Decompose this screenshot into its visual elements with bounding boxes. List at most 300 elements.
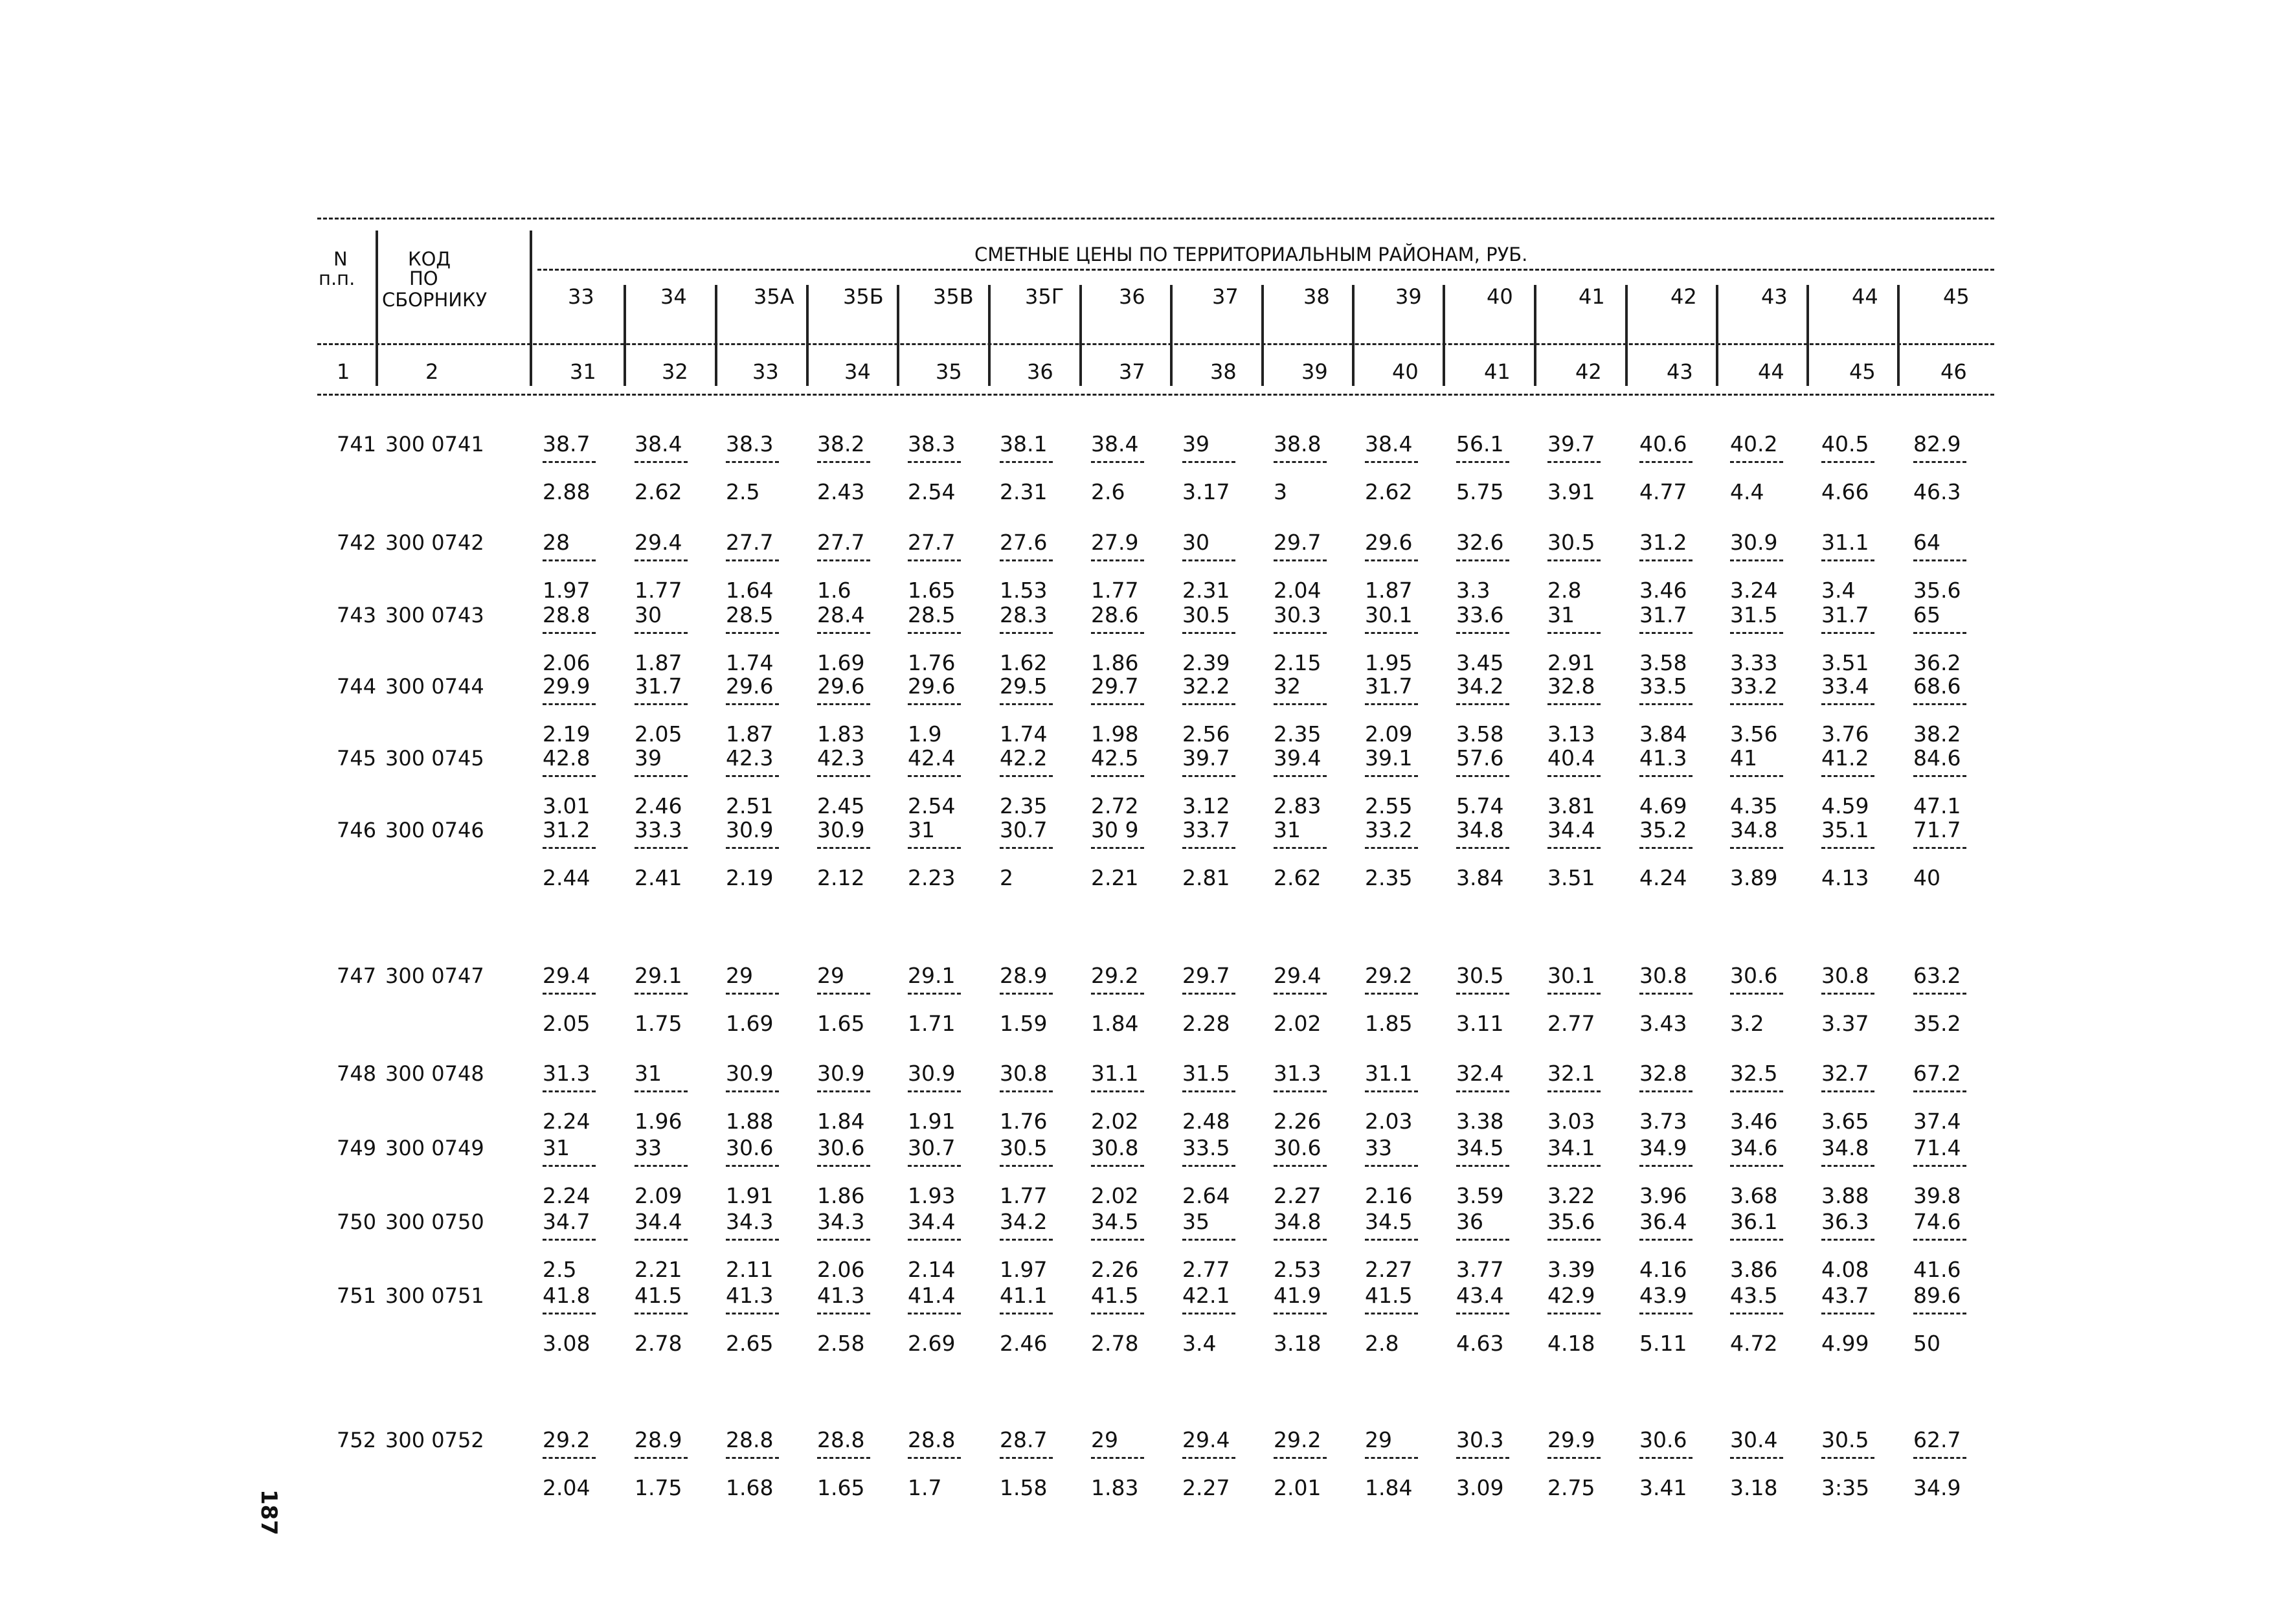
price-cell: [1365, 602, 1446, 675]
price-cell: [1913, 745, 1994, 818]
row-code: 300 0750: [385, 1210, 484, 1234]
price-numerator: 34.2: [1000, 1209, 1048, 1234]
fraction-bar: [1821, 1313, 1874, 1314]
price-denominator: 1.75: [635, 1011, 682, 1036]
price-cell: [1547, 1061, 1628, 1134]
price-denominator: 4.35: [1730, 793, 1778, 818]
price-cell: [635, 431, 715, 504]
price-numerator: 34.3: [726, 1209, 774, 1234]
price-cell: [1365, 1427, 1446, 1500]
price-denominator: 1.77: [1000, 1183, 1048, 1208]
column-number: 2: [425, 359, 439, 384]
price-cell: [1000, 602, 1081, 675]
price-cell: [726, 431, 807, 504]
price-cell: [1730, 431, 1811, 504]
col-separator: [1716, 285, 1718, 386]
price-numerator: 89.6: [1913, 1283, 1961, 1308]
price-cell: [1913, 673, 1994, 747]
price-numerator: 42.3: [726, 745, 774, 771]
price-cell: [1182, 963, 1263, 1036]
price-cell: [1365, 1209, 1446, 1282]
column-number: 37: [1119, 359, 1145, 384]
price-cell: [1821, 1061, 1902, 1134]
price-numerator: 27.7: [908, 530, 956, 555]
price-cell: [1547, 1209, 1628, 1282]
price-numerator: 30.7: [1000, 817, 1048, 842]
fraction-bar: [1821, 847, 1874, 849]
price-numerator: 41.5: [1365, 1283, 1413, 1308]
price-denominator: 3.18: [1274, 1331, 1321, 1356]
price-denominator: 3.33: [1730, 650, 1778, 675]
price-numerator: 34.4: [908, 1209, 956, 1234]
price-cell: [1000, 673, 1081, 747]
price-cell: [726, 1427, 807, 1500]
price-numerator: 29.1: [635, 963, 682, 988]
district-header: 45: [1943, 284, 1970, 309]
price-numerator: 42.1: [1182, 1283, 1230, 1308]
price-cell: [1000, 1283, 1081, 1356]
price-cell: [543, 530, 624, 603]
row-code: 300 0741: [385, 432, 484, 457]
price-denominator: 38.2: [1913, 721, 1961, 747]
price-cell: [543, 673, 624, 747]
price-cell: [1913, 602, 1994, 675]
price-cell: [1091, 745, 1172, 818]
fraction-bar: [1274, 775, 1327, 777]
district-header: 43: [1761, 284, 1788, 309]
fraction-bar: [1091, 1313, 1144, 1314]
fraction-bar: [1456, 559, 1509, 561]
fraction-bar: [1000, 847, 1053, 849]
row-code: 300 0752: [385, 1428, 484, 1452]
price-denominator: 1.83: [817, 721, 865, 747]
fraction-bar: [635, 993, 688, 995]
price-cell: [1456, 817, 1537, 890]
price-cell: [1730, 602, 1811, 675]
fraction-bar: [1547, 1165, 1601, 1167]
price-numerator: 30.5: [1000, 1135, 1048, 1160]
price-denominator: 3.12: [1182, 793, 1230, 818]
price-cell: [1456, 602, 1537, 675]
price-numerator: 33.5: [1182, 1135, 1230, 1160]
price-cell: [1182, 673, 1263, 747]
price-denominator: 1.96: [635, 1109, 682, 1134]
price-denominator: 2.48: [1182, 1109, 1230, 1134]
fraction-bar: [1639, 775, 1693, 777]
price-numerator: 38.3: [908, 431, 956, 457]
fraction-bar: [1639, 1165, 1693, 1167]
price-cell: [1639, 1427, 1720, 1500]
price-cell: [1091, 1135, 1172, 1208]
price-numerator: 30.6: [1730, 963, 1778, 988]
district-header: 33: [568, 284, 594, 309]
price-denominator: 2.35: [1274, 721, 1321, 747]
price-numerator: 33.2: [1365, 817, 1413, 842]
price-cell: [1000, 1209, 1081, 1282]
price-denominator: 2.72: [1091, 793, 1139, 818]
price-cell: [1730, 530, 1811, 603]
price-numerator: 30.5: [1821, 1427, 1869, 1452]
price-denominator: 2.03: [1365, 1109, 1413, 1134]
price-cell: [1365, 745, 1446, 818]
price-numerator: 43.5: [1730, 1283, 1778, 1308]
price-denominator: 5.11: [1639, 1331, 1687, 1356]
price-denominator: 2.51: [726, 793, 774, 818]
fraction-bar: [1365, 1165, 1418, 1167]
fraction-bar: [1913, 1313, 1966, 1314]
fraction-bar: [1000, 775, 1053, 777]
column-number: 41: [1484, 359, 1511, 384]
price-numerator: 30: [1182, 530, 1209, 555]
fraction-bar: [543, 1457, 596, 1459]
price-cell: [1639, 1283, 1720, 1356]
fraction-bar: [635, 559, 688, 561]
price-cell: [1274, 1427, 1355, 1500]
fraction-bar: [1182, 847, 1235, 849]
col-separator: [1443, 285, 1445, 386]
row-number: 751: [337, 1283, 377, 1308]
price-numerator: 33: [635, 1135, 662, 1160]
fraction-bar: [1365, 559, 1418, 561]
row-number: 744: [337, 674, 377, 699]
fraction-bar: [1821, 775, 1874, 777]
fraction-bar: [817, 703, 870, 705]
price-numerator: 41.4: [908, 1283, 956, 1308]
price-numerator: 28.9: [1000, 963, 1048, 988]
table-title: СМЕТНЫЕ ЦЕНЫ ПО ТЕРРИТОРИАЛЬНЫМ РАЙОНАМ, РУБ.: [974, 243, 1528, 265]
price-numerator: 41.5: [635, 1283, 682, 1308]
price-cell: [1274, 1209, 1355, 1282]
price-denominator: 3.4: [1821, 578, 1856, 603]
price-numerator: 27.9: [1091, 530, 1139, 555]
price-cell: [1456, 1283, 1537, 1356]
fraction-bar: [1913, 1457, 1966, 1459]
price-cell: [1821, 1209, 1902, 1282]
price-denominator: 2.78: [1091, 1331, 1139, 1356]
price-denominator: 1.59: [1000, 1011, 1048, 1036]
price-cell: [1913, 1135, 1994, 1208]
price-denominator: 3.59: [1456, 1183, 1504, 1208]
price-numerator: 64: [1913, 530, 1940, 555]
price-cell: [817, 602, 898, 675]
price-numerator: 30.8: [1639, 963, 1687, 988]
price-numerator: 28.5: [908, 602, 956, 627]
price-numerator: 67.2: [1913, 1061, 1961, 1086]
price-denominator: 3.43: [1639, 1011, 1687, 1036]
price-numerator: 42.4: [908, 745, 956, 771]
district-header: 35В: [933, 284, 974, 309]
kod-label: КОД: [408, 248, 451, 270]
price-cell: [1730, 745, 1811, 818]
price-numerator: 30.3: [1456, 1427, 1504, 1452]
price-denominator: 1.65: [817, 1475, 865, 1500]
price-denominator: 5.74: [1456, 793, 1504, 818]
column-number: 38: [1210, 359, 1237, 384]
fraction-bar: [1913, 775, 1966, 777]
price-cell: [726, 602, 807, 675]
price-numerator: 29: [1365, 1427, 1392, 1452]
fraction-bar: [1182, 775, 1235, 777]
price-numerator: 29.6: [817, 673, 865, 699]
price-cell: [543, 1209, 624, 1282]
price-cell: [1274, 673, 1355, 747]
price-numerator: 71.7: [1913, 817, 1961, 842]
price-numerator: 43.7: [1821, 1283, 1869, 1308]
price-cell: [1730, 817, 1811, 890]
price-numerator: 42.2: [1000, 745, 1048, 771]
price-numerator: 74.6: [1913, 1209, 1961, 1234]
price-cell: [1365, 1061, 1446, 1134]
fraction-bar: [1000, 1457, 1053, 1459]
price-cell: [635, 817, 715, 890]
price-numerator: 34.1: [1547, 1135, 1595, 1160]
price-numerator: 41.3: [1639, 745, 1687, 771]
col-separator: [1352, 285, 1355, 386]
price-denominator: 2.35: [1000, 793, 1048, 818]
header-rule-districts: [537, 269, 1994, 271]
price-cell: [1821, 673, 1902, 747]
price-numerator: 40.4: [1547, 745, 1595, 771]
price-cell: [1091, 602, 1172, 675]
price-cell: [1639, 1061, 1720, 1134]
price-denominator: 2.44: [543, 865, 590, 890]
price-denominator: 2.04: [543, 1475, 590, 1500]
price-cell: [1182, 602, 1263, 675]
price-cell: [1274, 963, 1355, 1036]
price-denominator: 1.86: [1091, 650, 1139, 675]
fraction-bar: [1547, 775, 1601, 777]
district-header: 41: [1579, 284, 1605, 309]
fraction-bar: [1091, 1090, 1144, 1092]
price-denominator: 1.69: [726, 1011, 774, 1036]
price-numerator: 34.8: [1456, 817, 1504, 842]
price-cell: [543, 1135, 624, 1208]
price-cell: [1456, 1135, 1537, 1208]
fraction-bar: [543, 847, 596, 849]
price-denominator: 3.3: [1456, 578, 1490, 603]
price-denominator: 2.43: [817, 479, 865, 504]
price-numerator: 30.8: [1000, 1061, 1048, 1086]
price-numerator: 42.3: [817, 745, 865, 771]
fraction-bar: [1639, 1090, 1693, 1092]
fraction-bar: [726, 847, 779, 849]
price-denominator: 1.88: [726, 1109, 774, 1134]
price-cell: [1639, 673, 1720, 747]
district-header: 39: [1395, 284, 1422, 309]
fraction-bar: [1547, 993, 1601, 995]
col-separator: [530, 231, 532, 386]
fraction-bar: [1456, 1090, 1509, 1092]
col-separator: [1806, 285, 1809, 386]
price-cell: [635, 673, 715, 747]
column-number: 31: [570, 359, 596, 384]
price-denominator: 5.75: [1456, 479, 1504, 504]
fraction-bar: [1913, 1239, 1966, 1241]
price-numerator: 29.9: [543, 673, 590, 699]
price-numerator: 34.5: [1456, 1135, 1504, 1160]
price-denominator: 37.4: [1913, 1109, 1961, 1134]
price-cell: [908, 745, 989, 818]
price-numerator: 38.7: [543, 431, 590, 457]
price-cell: [908, 1427, 989, 1500]
price-numerator: 38.4: [635, 431, 682, 457]
price-numerator: 29.5: [1000, 673, 1048, 699]
price-numerator: 31.7: [1365, 673, 1413, 699]
price-denominator: 2.05: [635, 721, 682, 747]
price-cell: [1091, 431, 1172, 504]
price-denominator: 2.06: [817, 1257, 865, 1282]
price-cell: [1913, 1283, 1994, 1356]
price-denominator: 2.65: [726, 1331, 774, 1356]
row-number: 748: [337, 1061, 377, 1086]
n-label: N: [333, 248, 348, 270]
price-numerator: 33.5: [1639, 673, 1687, 699]
price-denominator: 3.18: [1730, 1475, 1778, 1500]
price-numerator: 31.1: [1821, 530, 1869, 555]
fraction-bar: [1730, 1165, 1783, 1167]
price-cell: [1274, 745, 1355, 818]
price-cell: [543, 745, 624, 818]
price-denominator: 1.97: [1000, 1257, 1048, 1282]
fraction-bar: [817, 775, 870, 777]
price-numerator: 41.3: [817, 1283, 865, 1308]
price-denominator: 2.31: [1000, 479, 1048, 504]
fraction-bar: [1547, 461, 1601, 463]
fraction-bar: [1182, 461, 1235, 463]
fraction-bar: [908, 632, 961, 634]
price-denominator: 2.78: [635, 1331, 682, 1356]
top-rule: [317, 218, 1994, 220]
row-number: 741: [337, 432, 377, 457]
price-numerator: 30.9: [726, 817, 774, 842]
price-denominator: 3.65: [1821, 1109, 1869, 1134]
fraction-bar: [1730, 703, 1783, 705]
fraction-bar: [908, 1457, 961, 1459]
fraction-bar: [908, 847, 961, 849]
price-denominator: 1.93: [908, 1183, 956, 1208]
price-numerator: 29.6: [908, 673, 956, 699]
price-cell: [1091, 1209, 1172, 1282]
price-cell: [1913, 817, 1994, 890]
fraction-bar: [1091, 993, 1144, 995]
price-cell: [1182, 1427, 1263, 1500]
price-numerator: 29.1: [908, 963, 956, 988]
price-denominator: 1.68: [726, 1475, 774, 1500]
price-cell: [726, 1209, 807, 1282]
price-numerator: 30: [635, 602, 662, 627]
price-denominator: 3.39: [1547, 1257, 1595, 1282]
column-number: 35: [936, 359, 962, 384]
fraction-bar: [1639, 1457, 1693, 1459]
price-cell: [1456, 963, 1537, 1036]
price-cell: [726, 817, 807, 890]
price-denominator: 3.89: [1730, 865, 1778, 890]
page-number: 187: [256, 1489, 282, 1535]
price-numerator: 56.1: [1456, 431, 1504, 457]
fraction-bar: [1639, 993, 1693, 995]
price-denominator: 1.91: [726, 1183, 774, 1208]
price-numerator: 30 9: [1091, 817, 1139, 842]
fraction-bar: [1091, 461, 1144, 463]
price-denominator: 2.62: [635, 479, 682, 504]
fraction-bar: [1274, 461, 1327, 463]
price-cell: [1639, 817, 1720, 890]
price-cell: [1730, 1135, 1811, 1208]
fraction-bar: [726, 632, 779, 634]
price-denominator: 4.24: [1639, 865, 1687, 890]
header-rule-bottom: [317, 394, 1994, 396]
price-numerator: 34.4: [1547, 817, 1595, 842]
price-denominator: 2.77: [1547, 1011, 1595, 1036]
fraction-bar: [1639, 559, 1693, 561]
fraction-bar: [1639, 1239, 1693, 1241]
price-cell: [1821, 1283, 1902, 1356]
price-numerator: 31: [908, 817, 935, 842]
price-numerator: 32.2: [1182, 673, 1230, 699]
price-cell: [635, 1427, 715, 1500]
fraction-bar: [543, 1239, 596, 1241]
col-separator: [1897, 285, 1900, 386]
col-separator: [1261, 285, 1264, 386]
fraction-bar: [908, 1165, 961, 1167]
price-denominator: 3.09: [1456, 1475, 1504, 1500]
price-cell: [1730, 1427, 1811, 1500]
price-numerator: 40.5: [1821, 431, 1869, 457]
price-cell: [1821, 602, 1902, 675]
price-cell: [726, 673, 807, 747]
price-denominator: 50: [1913, 1331, 1940, 1356]
row-number: 742: [337, 530, 377, 555]
price-cell: [1456, 1209, 1537, 1282]
price-numerator: 82.9: [1913, 431, 1961, 457]
price-numerator: 27.7: [817, 530, 865, 555]
fraction-bar: [1547, 703, 1601, 705]
fraction-bar: [635, 1090, 688, 1092]
price-cell: [1274, 1061, 1355, 1134]
fraction-bar: [1365, 993, 1418, 995]
fraction-bar: [1274, 1313, 1327, 1314]
price-denominator: 1.77: [635, 578, 682, 603]
row-number: 749: [337, 1136, 377, 1160]
price-numerator: 33.3: [635, 817, 682, 842]
price-denominator: 3.56: [1730, 721, 1778, 747]
price-cell: [1547, 1283, 1628, 1356]
row-code: 300 0744: [385, 674, 484, 699]
col-separator: [1170, 285, 1173, 386]
price-cell: [635, 1135, 715, 1208]
price-cell: [1182, 745, 1263, 818]
price-numerator: 29.6: [726, 673, 774, 699]
price-denominator: 2.75: [1547, 1475, 1595, 1500]
price-denominator: 2.54: [908, 793, 956, 818]
price-denominator: 1.65: [908, 578, 956, 603]
fraction-bar: [1547, 559, 1601, 561]
price-numerator: 29.4: [1274, 963, 1321, 988]
price-denominator: 2.16: [1365, 1183, 1413, 1208]
price-numerator: 41: [1730, 745, 1757, 771]
price-denominator: 3.22: [1547, 1183, 1595, 1208]
price-cell: [908, 1283, 989, 1356]
row-code: 300 0748: [385, 1061, 484, 1086]
price-cell: [1639, 1135, 1720, 1208]
price-numerator: 34.8: [1730, 817, 1778, 842]
fraction-bar: [817, 632, 870, 634]
price-cell: [908, 673, 989, 747]
price-denominator: 2.28: [1182, 1011, 1230, 1036]
price-cell: [1091, 963, 1172, 1036]
price-numerator: 41.9: [1274, 1283, 1321, 1308]
price-numerator: 28.8: [726, 1427, 774, 1452]
